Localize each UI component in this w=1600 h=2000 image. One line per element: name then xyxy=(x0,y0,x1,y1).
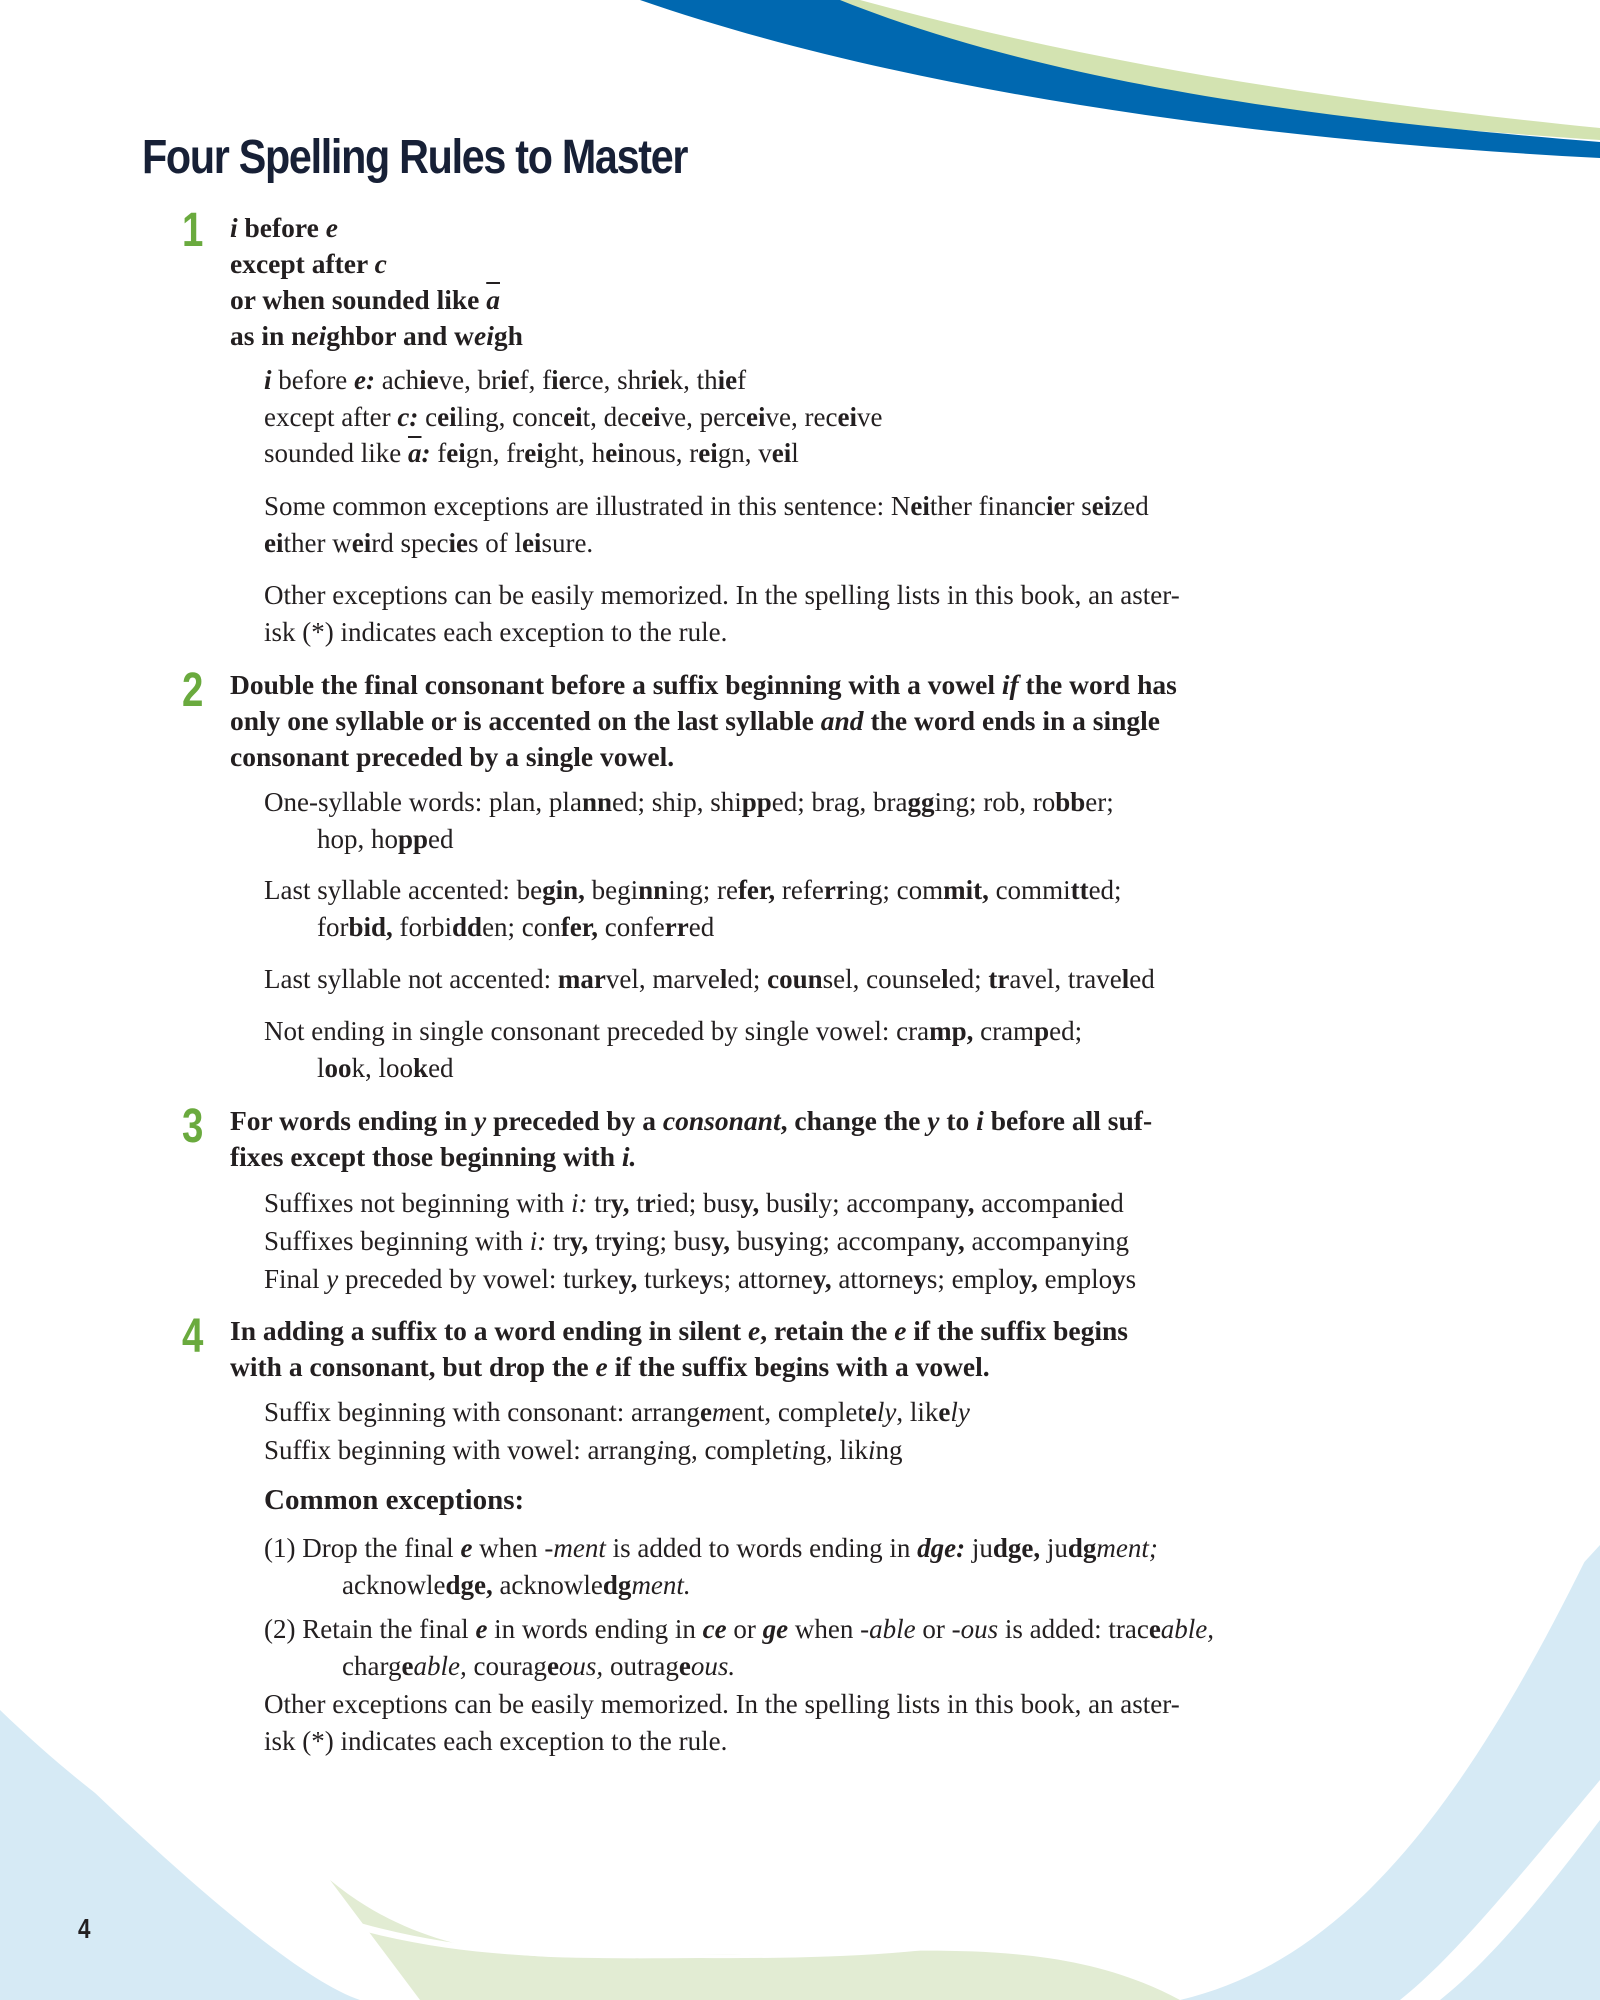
text-line: except after c xyxy=(230,248,387,279)
exceptions-note xyxy=(264,1686,1384,1759)
text-line: (1) Drop the final e when -ment is added to words ending in dge: judge, judgment; xyxy=(264,1533,1158,1563)
text-line: Some common exceptions are illustrated in this sentence: Neither financier seized xyxy=(264,491,1149,521)
example-group xyxy=(264,784,1384,857)
text-line: acknowledge, acknowledgment. xyxy=(342,1569,691,1600)
text-line: forbid, forbidden; confer, conferred xyxy=(317,911,715,942)
exceptions-sentence xyxy=(264,488,1384,561)
common-exceptions-heading: Common exceptions: xyxy=(264,1484,525,1516)
text-line: sounded like $\overline{a}$: feign, freight, heinous, reign, veil xyxy=(264,438,799,468)
text-line: Other exceptions can be easily memorized. In the spelling lists in this book, an aster- xyxy=(264,580,1180,610)
text-line: Not ending in single consonant preceded by single vowel: cramp, cramped; xyxy=(264,1016,1083,1046)
rule-heading xyxy=(230,667,1380,775)
rule-heading xyxy=(230,1313,1380,1385)
text-line: only one syllable or is accented on the last syllable and the word ends in a single xyxy=(230,705,1160,736)
example-group xyxy=(264,1013,1384,1086)
example-group xyxy=(264,961,1384,998)
text-line: chargeable, courageous, outrageous. xyxy=(342,1650,736,1681)
text-line: For words ending in y preceded by a consonant, change the y to i before all suf- xyxy=(230,1105,1153,1136)
rule-examples xyxy=(264,1184,1384,1298)
text-line: Suffixes not beginning with i: try, tried; busy, busily; accompany, accompanied xyxy=(264,1188,1124,1218)
text-line: Suffix beginning with consonant: arrangement, completely, likely xyxy=(264,1397,970,1427)
rule-number: 4 xyxy=(182,1310,204,1363)
page-title: Four Spelling Rules to Master xyxy=(142,131,688,184)
example-group xyxy=(264,872,1384,945)
text-line: Suffix beginning with vowel: arranging, completing, liking xyxy=(264,1435,903,1465)
rule-examples xyxy=(264,362,1384,472)
text-line: Final y preceded by vowel: turkey, turkeys; attorney, attorneys; employ, employs xyxy=(264,1264,1137,1294)
text-line: Suffixes beginning with i: try, trying; busy, busying; accompany, accompanying xyxy=(264,1226,1129,1256)
text-line: Last syllable accented: begin, beginning; refer, referring; commit, committed; xyxy=(264,875,1122,905)
text-line: consonant preceded by a single vowel. xyxy=(230,741,675,772)
text-line: Double the final consonant before a suffix beginning with a vowel if the word has xyxy=(230,669,1177,700)
rule-number: 2 xyxy=(182,664,204,717)
text-line: either weird species of leisure. xyxy=(264,527,594,558)
text-line: fixes except those beginning with i. xyxy=(230,1141,637,1172)
rule-number: 3 xyxy=(182,1100,204,1153)
rule-heading xyxy=(230,210,1380,354)
text-line: i before e: achieve, brief, fierce, shriek, thief xyxy=(264,365,747,395)
bottom-green-wave xyxy=(330,1880,1180,2000)
common-exception-1 xyxy=(264,1530,1384,1603)
text-line: isk (*) indicates each exception to the rule. xyxy=(264,1725,728,1756)
text-line: i before e xyxy=(230,212,338,243)
text-line: as in neighbor and weigh xyxy=(230,320,523,351)
text-line: isk (*) indicates each exception to the rule. xyxy=(264,616,728,647)
exceptions-note xyxy=(264,577,1384,650)
rule-heading xyxy=(230,1103,1380,1175)
text-line: hop, hopped xyxy=(317,823,454,854)
text-line: Last syllable not accented: marvel, marveled; counsel, counseled; travel, traveled xyxy=(264,964,1155,994)
rule-number: 1 xyxy=(182,204,204,257)
text-line: (2) Retain the final e in words ending in ce or ge when -able or -ous is added: traceable, xyxy=(264,1614,1215,1644)
text-line: except after c: ceiling, conceit, deceive, perceive, receive xyxy=(264,401,883,432)
common-exception-2 xyxy=(264,1611,1384,1684)
text-line: look, looked xyxy=(317,1052,454,1083)
text-line: In adding a suffix to a word ending in silent e, retain the e if the suffix begins xyxy=(230,1315,1128,1346)
text-line: One-syllable words: plan, planned; ship, shipped; brag, bragging; rob, robber; xyxy=(264,787,1114,817)
text-line: with a consonant, but drop the e if the suffix begins with a vowel. xyxy=(230,1351,990,1382)
text-line: Other exceptions can be easily memorized. In the spelling lists in this book, an aster- xyxy=(264,1689,1180,1719)
rule-examples xyxy=(264,1393,1384,1469)
page-number: 4 xyxy=(78,1913,91,1944)
text-line: or when sounded like $\overline{a}$ xyxy=(230,284,500,315)
